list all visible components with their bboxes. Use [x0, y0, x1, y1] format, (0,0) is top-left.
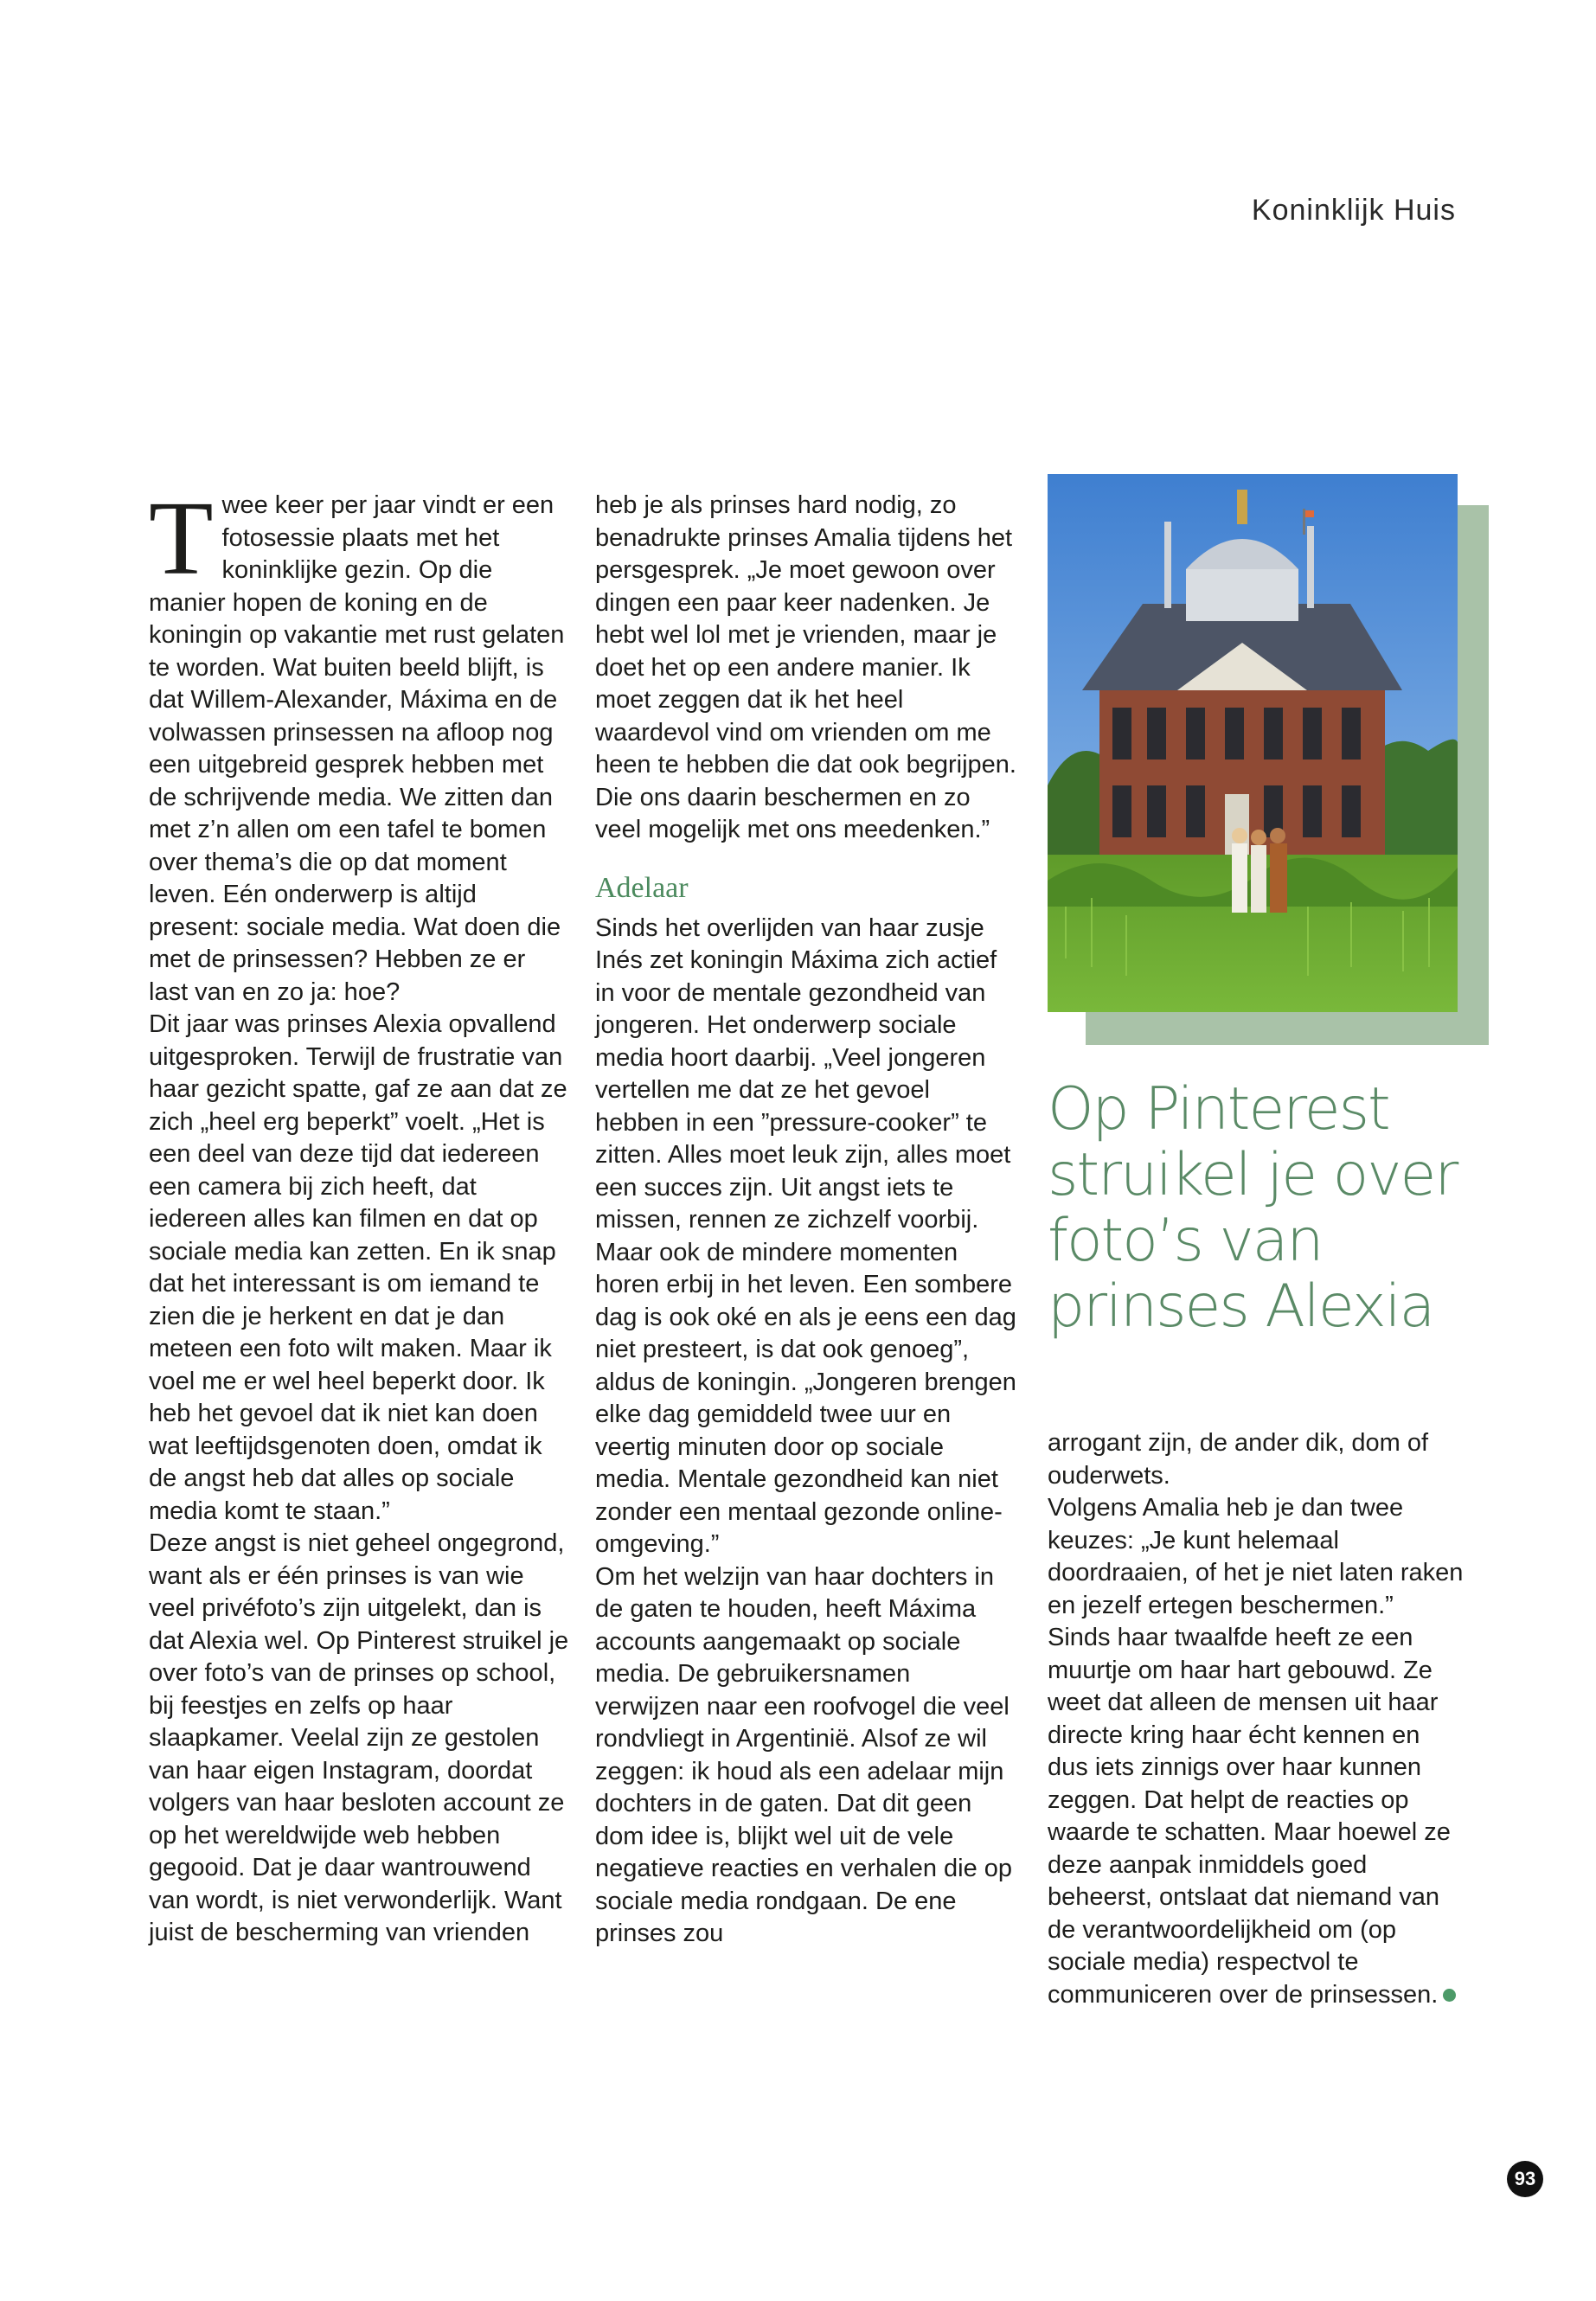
section-label: Koninklijk Huis: [1251, 194, 1456, 227]
article-column-1: [149, 480, 571, 1950]
article-intro-paragraph: [149, 480, 571, 1009]
end-mark-dot: [1443, 1989, 1456, 2002]
page-number: 93: [1507, 2161, 1543, 2197]
article-column-2: [595, 490, 1019, 1951]
paragraph: Sinds het overlijden van haar zusje Inés zet koningin Máxima zich actief in voor de mentale gezondheid van jongeren. Het onderwerp sociale media hoort daarbij. „Veel jongeren vertellen me dat ze het gevoel hebben in een ”pressure-cooker” te zitten. Alles moet leuk zijn, alles moet een succes zijn. Uit angst iets te missen, rennen ze zichzelf voorbij. Maar ook de mindere momenten horen erbij in het leven. Een sombere dag is ook oké en als je eens een dag niet presteert, is dat ook genoeg”, aldus de koningin. „Jongeren brengen elke dag gemiddeld twee uur en veertig minuten door op sociale media. Mentale gezondheid kan niet zonder een mentaal gezonde online-omgeving.”: [595, 913, 1016, 1558]
paragraph: arrogant zijn, de ander dik, dom of ouderwets.: [1048, 1429, 1429, 1490]
subheading: Adelaar: [595, 871, 689, 904]
paragraph: heb je als prinses hard nodig, zo benadrukte prinses Amalia tijdens het persgesprek. „Je moet gewoon over dingen een paar keer nadenken. Je hebt wel lol met je vrienden, maar je doet het op een andere manier. Ik moet zeggen dat ik het heel waardevol vind om vrienden om me heen te hebben die dat ook begrijpen. Die ons daarin beschermen en zo veel mogelijk met ons meedenken.”: [595, 491, 1016, 843]
pull-quote: Op Pinterest struikel je over foto’s van prinses Alexia: [1048, 1075, 1458, 1341]
paragraph: Dit jaar was prinses Alexia opvallend uitgesproken. Terwijl de frustratie van haar gezicht spatte, gaf ze aan dat ze zich „heel erg beperkt” voelt. „Het is een deel van deze tijd dat iedereen een camera bij zich heeft, dat iedereen alles kan filmen en dat op sociale media kan zetten. En ik snap dat het interessant is om iemand te zien die je herkent en dat je dan meteen een foto wilt maken. Maar ik voel me er wel heel beperkt door. Ik heb het gevoel dat ik niet kan doen wat leeftijdsgenoten doen, omdat ik de angst heb dat alles op sociale media komt te staan.”: [149, 1010, 567, 1525]
paragraph-last: [1048, 1622, 1466, 2011]
paragraph-text: Sinds haar twaalfde heeft ze een muurtje om haar hart gebouwd. Ze weet dat alleen de mensen uit haar directe kring haar écht kennen en dus iets zinnigs over haar kunnen zeggen. Dat helpt de reacties op waarde te schatten. Maar hoewel ze deze aanpak inmiddels goed beheerst, ontslaat dat niemand van de verantwoordelijkheid om (op sociale media) respectvol te communiceren over de prinsessen.: [1048, 1624, 1451, 2009]
palace-photo: [1048, 474, 1458, 1012]
paragraph: Deze angst is niet geheel ongegrond, want als er één prinses is van wie veel privéfoto’s zijn uitgelekt, dan is dat Alexia wel. Op Pinterest struikel je over foto’s van de prinses op school, bij feestjes en zelfs op haar slaapkamer. Veelal zijn ze gestolen van haar eigen Instagram, doordat volgers van haar besloten account ze op het wereldwijde web hebben gegooid. Dat je daar wantrouwend van wordt, is niet verwonderlijk. Want juist de bescherming van vrienden: [149, 1529, 569, 1946]
photo-block: [1048, 474, 1489, 1045]
drop-cap: T: [149, 480, 214, 597]
article-column-3: [1048, 1427, 1466, 2011]
paragraph-text: wee keer per jaar vindt er een fotosessie plaats met het koninklijke gezin. Op die manier hopen de koning en de koningin op vakantie met rust gelaten te worden. Wat buiten beeld blijft, is dat Willem-Alexander, Máxima en de volwassen prinsessen na afloop nog een uitgebreid gesprek hebben met de schrijvende media. We zitten dan met z’n allen om een tafel te bomen over thema’s die op dat moment leven. Eén onderwerp is altijd present: sociale media. Wat doen die met de prinsessen? Hebben ze er last van en zo ja: hoe?: [149, 491, 565, 1006]
paragraph: Om het welzijn van haar dochters in de gaten te houden, heeft Máxima accounts aangemaakt op sociale media. De gebruikersnamen verwijzen naar een roofvogel die veel rondvliegt in Argentinië. Alsof ze wil zeggen: ik houd als een adelaar mijn dochters in de gaten. Dat dit geen dom idee is, blijkt wel uit de vele negatieve reacties en verhalen die op sociale media rondgaan. De ene prinses zou: [595, 1562, 1013, 1947]
paragraph: Volgens Amalia heb je dan twee keuzes: „Je kunt helemaal doordraaien, of het je niet laten raken en jezelf ertegen beschermen.”: [1048, 1494, 1464, 1619]
